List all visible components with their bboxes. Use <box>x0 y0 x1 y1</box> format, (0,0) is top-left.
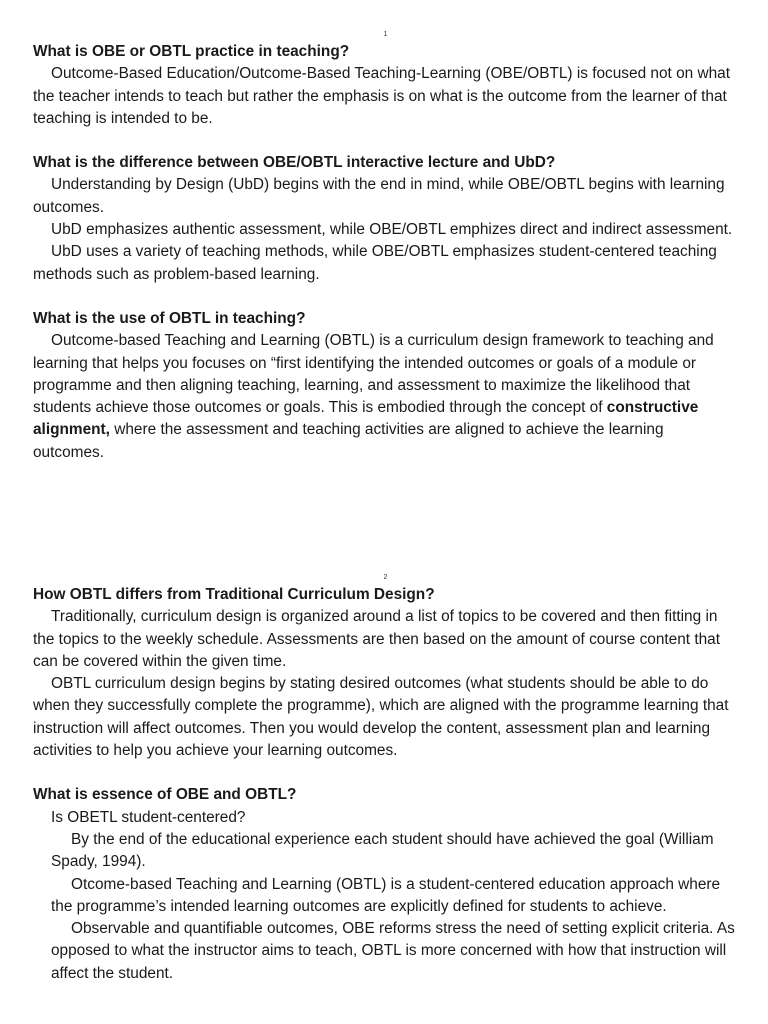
answer-paragraph: OBTL curriculum design begins by stating desired outcomes (what students should be able to do when they successfully complete the programme), which are aligned with the programme learning that instruction will affect outcomes. Then you would develop the content, assessment plan and learning activities to help you achieve your learning outcomes. <box>33 675 729 760</box>
answer-paragraph <box>33 330 738 464</box>
question-heading: What is the difference between OBE/OBTL interactive lecture and UbD? <box>33 154 556 172</box>
paragraph-text: where the assessment and teaching activities are aligned to achieve the learning outcomes. <box>33 421 664 461</box>
answer-paragraph: Traditionally, curriculum design is organized around a list of topics to be covered and then fitting in the topics to the weekly schedule. Assessments are then based on the amount of course content that can be covered within the given time. <box>33 608 721 670</box>
answer-paragraph: UbD uses a variety of teaching methods, while OBE/OBTL emphasizes student-centered teaching methods such as problem-based learning. <box>33 243 717 283</box>
page-number: 1 <box>383 31 388 38</box>
answer-paragraph: Understanding by Design (UbD) begins with the end in mind, while OBE/OBTL begins with learning outcomes. <box>33 176 725 216</box>
question-heading: What is the use of OBTL in teaching? <box>33 309 306 327</box>
bold-term: constructive alignment, <box>33 399 699 439</box>
answer-paragraph: Otcome-based Teaching and Learning (OBTL) is a student-centered education approach where the programme’s intended learning outcomes are explicitly defined for students to achieve. <box>51 875 721 915</box>
answer-paragraph: Outcome-Based Education/Outcome-Based Teaching-Learning (OBE/OBTL) is focused not on what the teacher intends to teach but rather the emphasis is on what is the outcome from the learner of that teaching is intended to be. <box>33 65 730 127</box>
sub-question: Is OBETL student-centered? <box>51 808 246 826</box>
question-heading: What is essence of OBE and OBTL? <box>33 786 297 804</box>
question-heading: How OBTL differs from Traditional Curriculum Design? <box>33 586 435 603</box>
question-heading: What is OBE or OBTL practice in teaching? <box>33 43 350 60</box>
answer-paragraph: UbD emphasizes authentic assessment, while OBE/OBTL emphizes direct and indirect assessment. <box>51 221 733 239</box>
page-number: 2 <box>383 574 388 581</box>
document-page-1 <box>33 30 738 464</box>
sub-section <box>33 807 738 985</box>
document-page-2 <box>33 573 738 985</box>
answer-paragraph: Observable and quantifiable outcomes, OBE reforms stress the need of setting explicit criteria. As opposed to what the instructor aims to teach, OBTL is more concerned with how that instruction will affect the student. <box>51 920 735 982</box>
paragraph-text: Outcome-based Teaching and Learning (OBTL) is a curriculum design framework to teaching and learning that helps you focuses on “first identifying the intended outcomes or goals of a module or programme and then aligning teaching, learning, and assessment to maximize the likelihood that students achieve those outcomes or goals. This is embodied through the concept of <box>33 332 714 417</box>
answer-paragraph: By the end of the educational experience each student should have achieved the goal (William Spady, 1994). <box>51 830 714 871</box>
